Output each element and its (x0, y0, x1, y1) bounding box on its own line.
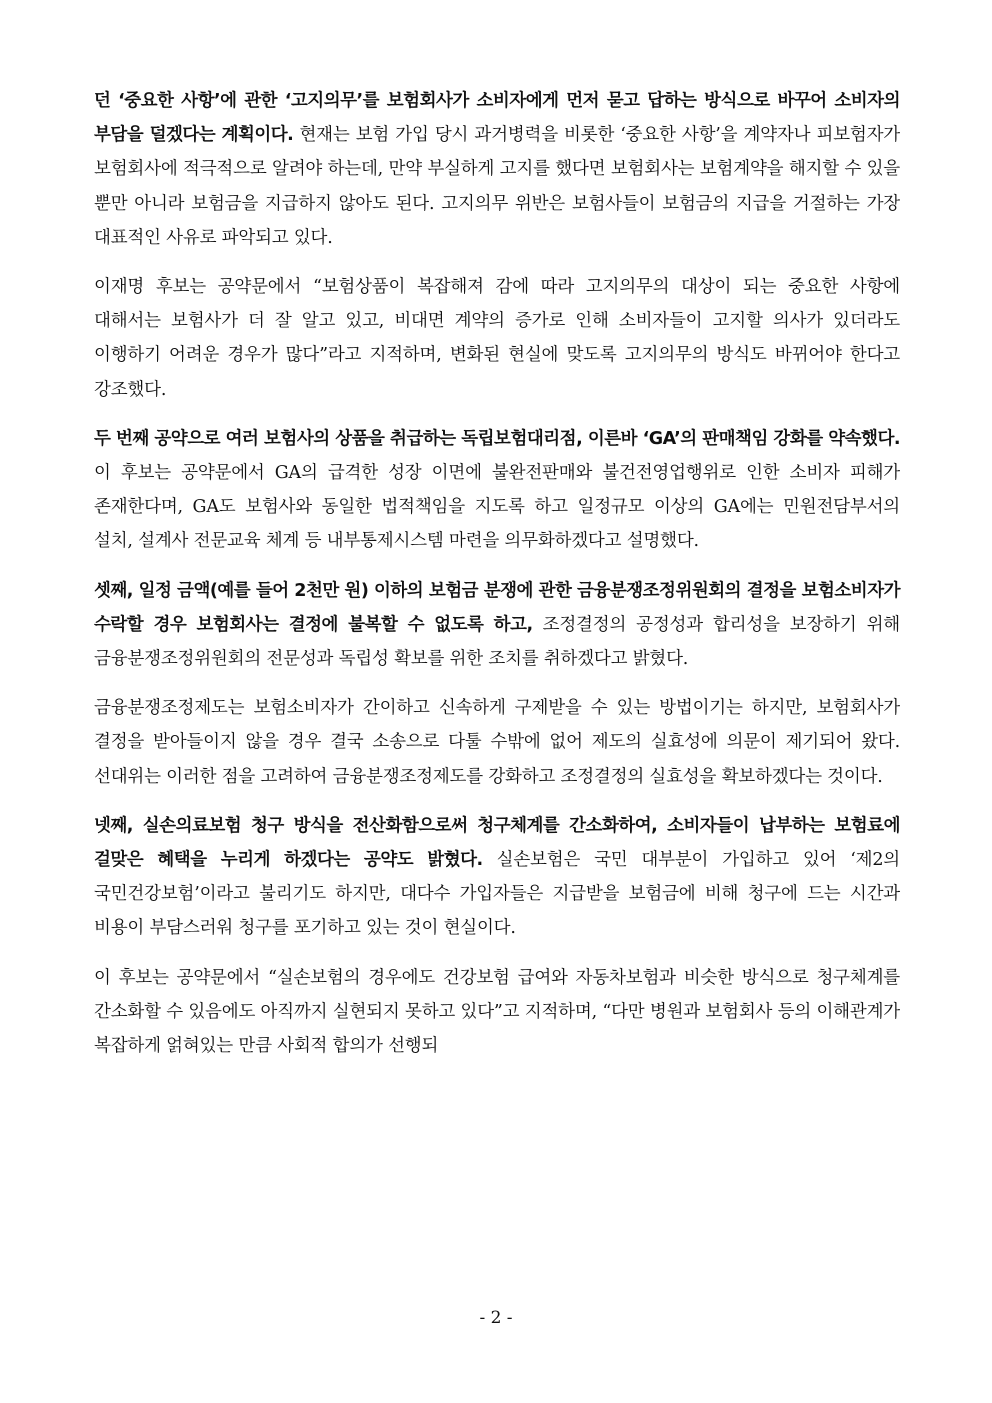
paragraph-3-emphasis: 두 번째 공약으로 여러 보험사의 상품을 취급하는 독립보험대리점, 이른바 ‘GA’의 판매책임 강화를 약속했다. (94, 428, 901, 449)
paragraph-6 (94, 809, 900, 946)
paragraph-7-text: 이 후보는 공약문에서 “실손보험의 경우에도 건강보험 급여와 자동차보험과 비슷한 방식으로 청구체계를 간소화할 수 있음에도 아직까지 실현되지 못하고 있다”고 지적하며, “다만 병원과 보험회사 등의 이해관계가 복잡하게 얽혀있는 만큼 사회적 합의가 선행되 (94, 967, 900, 1057)
paragraph-6-text: 실손보험은 국민 대부분이 가입하고 있어 ‘제2의 국민건강보험’이라고 불리기도 하지만, 대다수 가입자들은 지급받을 보험금에 비해 청구에 드는 시간과 비용이 부담스러워 청구를 포기하고 있는 것이 현실이다. (94, 850, 900, 939)
paragraph-7 (94, 961, 900, 1064)
paragraph-2-text: 이재명 후보는 공약문에서 “보험상품이 복잡해져 감에 따라 고지의무의 대상이 되는 중요한 사항에 대해서는 보험사가 더 잘 알고 있고, 비대면 계약의 증가로 인해 소비자들이 고지할 의사가 있더라도 이행하기 어려운 경우가 많다”라고 지적하며, 변화된 현실에 맞도록 고지의무의 방식도 바뀌어야 한다고 강조했다. (94, 277, 900, 400)
paragraph-5 (94, 691, 900, 794)
paragraph-1-emphasis: 던 ‘중요한 사항’에 관한 ‘고지의무’를 보험회사가 소비자에게 먼저 묻고 답하는 방식으로 바꾸어 소비자의 부담을 덜겠다는 계획이다. (94, 91, 900, 146)
paragraph-2 (94, 270, 900, 407)
paragraph-4-text: 조정결정의 공정성과 합리성을 보장하기 위해 금융분쟁조정위원회의 전문성과 독립성 확보를 위한 조치를 취하겠다고 밝혔다. (94, 614, 900, 670)
paragraph-3-text: 이 후보는 공약문에서 GA의 급격한 성장 이면에 불완전판매와 불건전영업행위로 인한 소비자 피해가 존재한다며, GA도 보험사와 동일한 법적책임을 지도록 하고 일정규모 이상의 GA에는 민원전담부서의 설치, 설계사 전문교육 체계 등 내부통제시스템 마련을 의무화하겠다고 설명했다. (94, 463, 900, 552)
paragraph-1-text: 현재는 보험 가입 당시 과거병력을 비롯한 ‘중요한 사항’을 계약자나 피보험자가 보험회사에 적극적으로 알려야 하는데, 만약 부실하게 고지를 했다면 보험회사는 보험계약을 해지할 수 있을 뿐만 아니라 보험금을 지급하지 않아도 된다. 고지의무 위반은 보험사들이 보험금의 지급을 거절하는 가장 대표적인 사유로 파악되고 있다. (94, 125, 900, 248)
document-page (94, 84, 900, 1078)
paragraph-5-text: 금융분쟁조정제도는 보험소비자가 간이하고 신속하게 구제받을 수 있는 방법이기는 하지만, 보험회사가 결정을 받아들이지 않을 경우 결국 소송으로 다툴 수밖에 없어 제도의 실효성에 의문이 제기되어 왔다. 선대위는 이러한 점을 고려하여 금융분쟁조정제도를 강화하고 조정결정의 실효성을 확보하겠다는 것이다. (94, 698, 900, 787)
page-number: - 2 - (479, 1308, 513, 1328)
paragraph-4 (94, 574, 900, 677)
paragraph-4-emphasis: 셋째, 일정 금액(예를 들어 2천만 원) 이하의 보험금 분쟁에 관한 금융분쟁조정위원회의 결정을 보험소비자가 수락할 경우 보험회사는 결정에 불복할 수 없도록 하고, (94, 580, 900, 635)
paragraph-1 (94, 84, 900, 255)
paragraph-3 (94, 422, 900, 559)
paragraph-6-emphasis: 넷째, 실손의료보험 청구 방식을 전산화함으로써 청구체계를 간소화하여, 소비자들이 납부하는 보험료에 걸맞은 혜택을 누리게 하겠다는 공약도 밝혔다. (94, 815, 900, 871)
